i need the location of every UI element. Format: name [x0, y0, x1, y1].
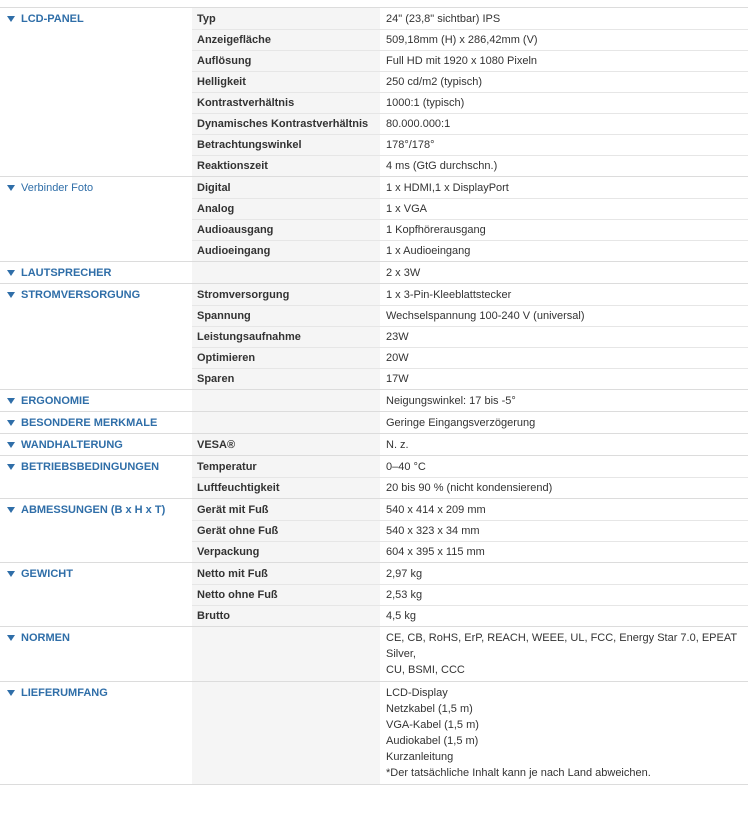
category-toggle[interactable] — [0, 262, 192, 283]
spec-value: 1 x Audioeingang — [380, 240, 748, 261]
spec-key: Auflösung — [192, 50, 380, 71]
spec-row — [192, 92, 748, 113]
spec-group — [0, 7, 748, 176]
category-toggle[interactable] — [0, 177, 192, 198]
spec-key: Spannung — [192, 305, 380, 326]
triangle-down-icon[interactable] — [7, 571, 15, 577]
spec-value: 250 cd/m2 (typisch) — [380, 71, 748, 92]
triangle-down-icon[interactable] — [7, 635, 15, 641]
spec-row — [192, 177, 748, 198]
spec-key: Audioausgang — [192, 219, 380, 240]
category-toggle[interactable] — [0, 456, 192, 477]
spec-group — [0, 681, 748, 785]
spec-row — [192, 113, 748, 134]
spec-value: 1 Kopfhörerausgang — [380, 219, 748, 240]
triangle-down-icon[interactable] — [7, 442, 15, 448]
spec-value: 1 x 3-Pin-Kleeblattstecker — [386, 288, 512, 301]
spec-value-line: *Der tatsächliche Inhalt kann je nach Land abweichen. — [386, 767, 651, 779]
spec-row — [192, 305, 748, 326]
spec-value: 0–40 °C — [386, 460, 426, 473]
spec-row — [192, 326, 748, 347]
category-label: LCD-PANEL — [21, 12, 84, 25]
spec-group — [0, 626, 748, 681]
spec-row — [192, 682, 748, 784]
spec-value: 178°/178° — [380, 134, 748, 155]
spec-key — [192, 412, 380, 433]
spec-row — [192, 627, 748, 681]
spec-value: 17W — [380, 368, 748, 389]
category-toggle[interactable] — [0, 499, 192, 520]
spec-row — [192, 412, 748, 433]
spec-key — [192, 262, 380, 283]
spec-key: Audioeingang — [192, 240, 380, 261]
spec-key: Gerät mit Fuß — [192, 499, 380, 520]
spec-row — [192, 155, 748, 176]
spec-group — [0, 455, 748, 498]
spec-value: 509,18mm (H) x 286,42mm (V) — [380, 29, 748, 50]
category-toggle[interactable] — [0, 682, 192, 703]
spec-value: 24" (23,8" sichtbar) IPS — [386, 12, 501, 25]
triangle-down-icon[interactable] — [7, 292, 15, 298]
spec-row — [192, 71, 748, 92]
triangle-down-icon[interactable] — [7, 420, 15, 426]
spec-key: Netto ohne Fuß — [192, 584, 380, 605]
spec-value: 2,53 kg — [380, 584, 748, 605]
spec-key: Betrachtungswinkel — [192, 134, 380, 155]
spec-row — [192, 499, 748, 520]
spec-value: 2,97 kg — [386, 567, 423, 580]
spec-group — [0, 176, 748, 261]
spec-row — [192, 219, 748, 240]
category-toggle[interactable] — [0, 284, 192, 305]
spec-key: Netto mit Fuß — [192, 563, 380, 584]
spec-value: 2 x 3W — [386, 266, 421, 279]
spec-row — [192, 541, 748, 562]
category-label: WANDHALTERUNG — [21, 438, 123, 451]
spec-value: 4,5 kg — [380, 605, 748, 626]
spec-value: 604 x 395 x 115 mm — [380, 541, 748, 562]
spec-value-line: LCD-Display — [386, 687, 448, 699]
spec-key: Reaktionszeit — [192, 155, 380, 176]
spec-value: Geringe Eingangsverzögerung — [386, 416, 536, 429]
category-label: BESONDERE MERKMALE — [21, 416, 158, 429]
spec-key: Temperatur — [192, 456, 380, 477]
triangle-down-icon[interactable] — [7, 507, 15, 513]
spec-key: Kontrastverhältnis — [192, 92, 380, 113]
triangle-down-icon[interactable] — [7, 690, 15, 696]
spec-row — [192, 520, 748, 541]
spec-key: Typ — [192, 8, 380, 29]
spec-row — [192, 240, 748, 261]
spec-key — [192, 627, 380, 681]
spec-value: 23W — [380, 326, 748, 347]
spec-value-line: Audiokabel (1,5 m) — [386, 735, 479, 747]
category-label: NORMEN — [21, 631, 70, 644]
category-toggle[interactable] — [0, 8, 192, 29]
triangle-down-icon[interactable] — [7, 398, 15, 404]
spec-row — [192, 390, 748, 411]
category-label: ABMESSUNGEN (B x H x T) — [21, 503, 166, 516]
spec-key: Anzeigefläche — [192, 29, 380, 50]
spec-key: VESA® — [192, 434, 380, 455]
spec-key: Dynamisches Kontrastverhältnis — [192, 113, 380, 134]
spec-value: 540 x 414 x 209 mm — [386, 503, 486, 516]
spec-group — [0, 433, 748, 455]
spec-row — [192, 134, 748, 155]
spec-row — [192, 477, 748, 498]
spec-row — [192, 605, 748, 626]
category-toggle[interactable] — [0, 627, 192, 648]
spec-value: 540 x 323 x 34 mm — [380, 520, 748, 541]
spec-row — [192, 434, 748, 455]
spec-key: Verpackung — [192, 541, 380, 562]
spec-group — [0, 283, 748, 389]
spec-group — [0, 389, 748, 411]
spec-value: 80.000.000:1 — [380, 113, 748, 134]
spec-group — [0, 562, 748, 626]
spec-value-line: CE, CB, RoHS, ErP, REACH, WEEE, UL, FCC, Energy Star 7.0, EPEAT Silver, — [386, 632, 737, 660]
spec-row — [192, 198, 748, 219]
spec-value-line: Kurzanleitung — [386, 751, 454, 763]
spec-key: Brutto — [192, 605, 380, 626]
spec-value: 4 ms (GtG durchschn.) — [380, 155, 748, 176]
category-label: LAUTSPRECHER — [21, 266, 112, 279]
spec-key — [192, 682, 380, 784]
spec-value-line: Netzkabel (1,5 m) — [386, 703, 473, 715]
spec-key: Stromversorgung — [192, 284, 380, 305]
spec-key: Analog — [192, 198, 380, 219]
spec-value: Neigungswinkel: 17 bis -5° — [386, 394, 516, 407]
category-toggle[interactable] — [0, 390, 192, 411]
triangle-down-icon[interactable] — [7, 16, 15, 22]
spec-value: Wechselspannung 100-240 V (universal) — [380, 305, 748, 326]
spec-value — [380, 682, 748, 784]
spec-row — [192, 8, 748, 29]
spec-row — [192, 456, 748, 477]
spec-value: 1 x VGA — [380, 198, 748, 219]
spec-group — [0, 498, 748, 562]
spec-table — [0, 7, 748, 785]
triangle-down-icon[interactable] — [7, 270, 15, 276]
spec-key: Sparen — [192, 368, 380, 389]
spec-key: Helligkeit — [192, 71, 380, 92]
spec-row — [192, 563, 748, 584]
triangle-down-icon[interactable] — [7, 185, 15, 191]
spec-key: Luftfeuchtigkeit — [192, 477, 380, 498]
spec-key: Digital — [192, 177, 380, 198]
spec-group — [0, 411, 748, 433]
spec-row — [192, 262, 748, 283]
spec-key — [192, 390, 380, 411]
spec-row — [192, 368, 748, 389]
spec-value: 20W — [380, 347, 748, 368]
spec-value: 1000:1 (typisch) — [380, 92, 748, 113]
spec-value: 1 x HDMI,1 x DisplayPort — [386, 181, 509, 194]
spec-value: N. z. — [386, 438, 409, 451]
spec-value-line: VGA-Kabel (1,5 m) — [386, 719, 479, 731]
spec-value: 20 bis 90 % (nicht kondensierend) — [380, 477, 748, 498]
spec-row — [192, 29, 748, 50]
category-toggle[interactable] — [0, 563, 192, 584]
triangle-down-icon[interactable] — [7, 464, 15, 470]
spec-row — [192, 584, 748, 605]
spec-value: Full HD mit 1920 x 1080 Pixeln — [380, 50, 748, 71]
spec-key: Optimieren — [192, 347, 380, 368]
spec-row — [192, 50, 748, 71]
spec-value — [380, 627, 748, 681]
category-toggle[interactable] — [0, 412, 192, 433]
spec-key: Leistungsaufnahme — [192, 326, 380, 347]
category-label: ERGONOMIE — [21, 394, 90, 407]
spec-group — [0, 261, 748, 283]
category-label: GEWICHT — [21, 567, 73, 580]
category-label: Verbinder Foto — [21, 181, 94, 194]
spec-row — [192, 284, 748, 305]
category-label: LIEFERUMFANG — [21, 686, 108, 699]
category-toggle[interactable] — [0, 434, 192, 455]
spec-value-line: CU, BSMI, CCC — [386, 664, 465, 676]
spec-row — [192, 347, 748, 368]
category-label: BETRIEBSBEDINGUNGEN — [21, 460, 160, 473]
spec-key: Gerät ohne Fuß — [192, 520, 380, 541]
category-label: STROMVERSORGUNG — [21, 288, 141, 301]
